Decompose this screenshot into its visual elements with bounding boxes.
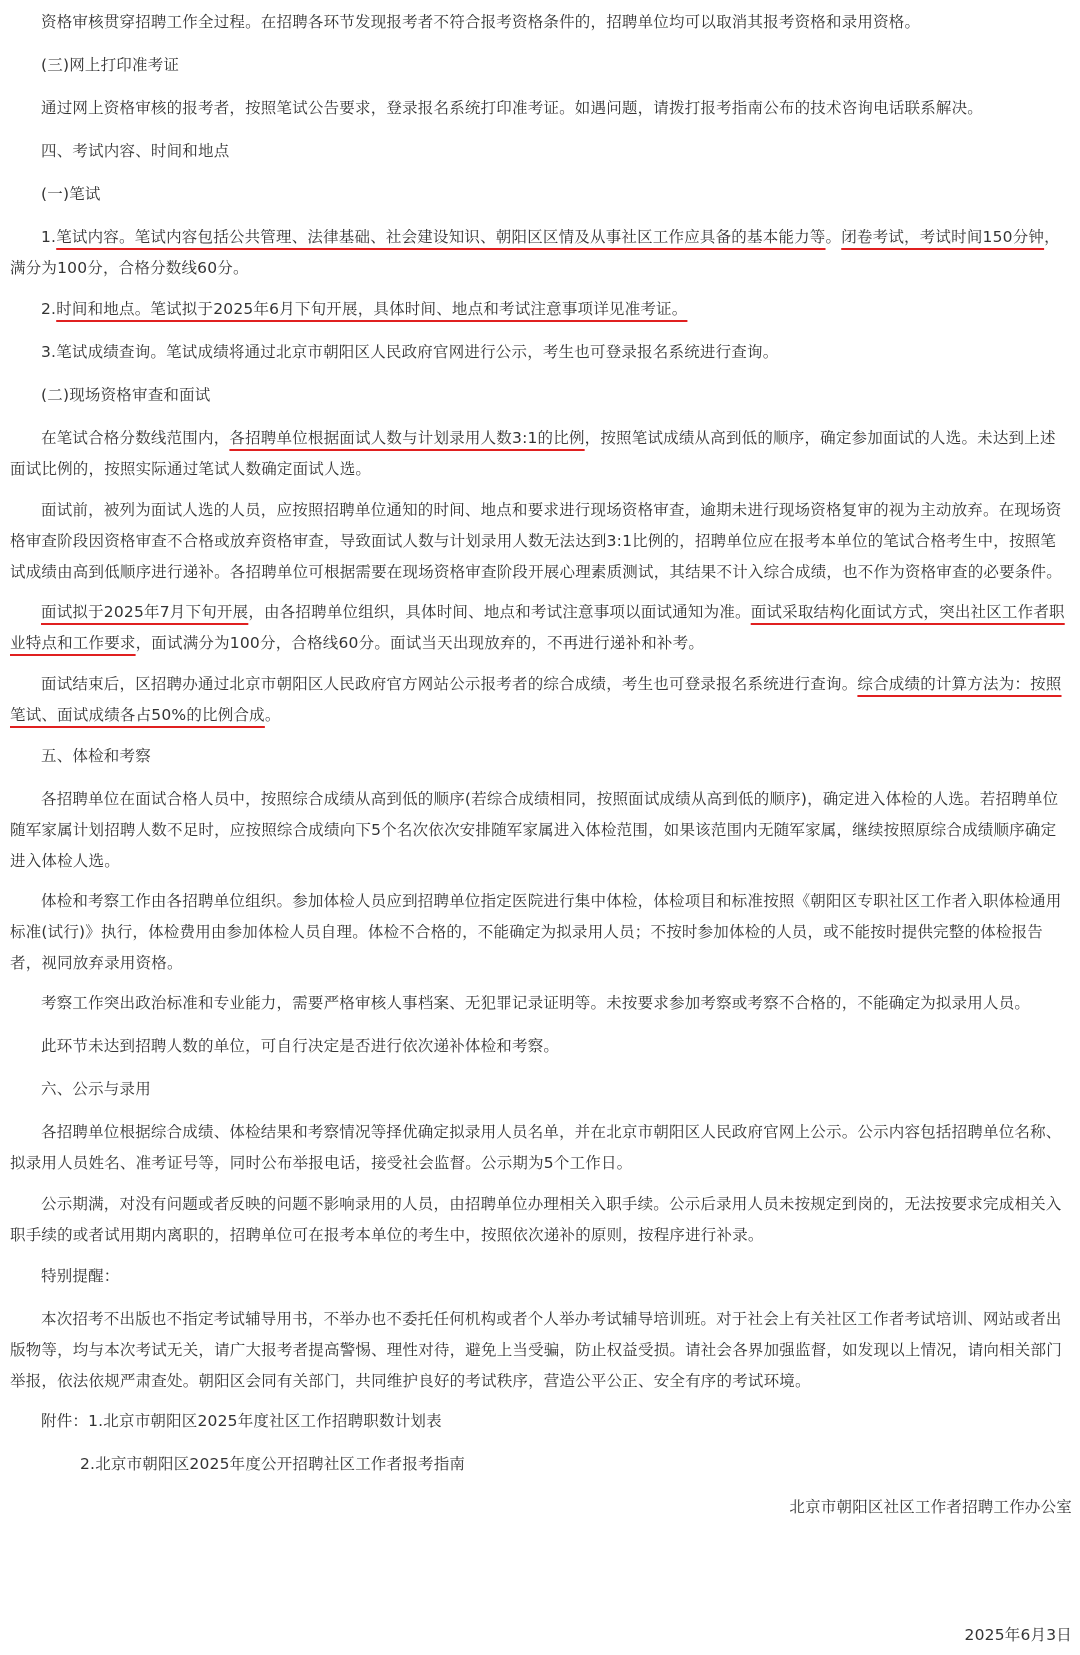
- heading-special-reminder: 特别提醒：: [41, 1267, 120, 1285]
- text-segment: 在笔试合格分数线范围内，: [41, 429, 230, 447]
- paragraph-special-reminder: 本次招考不出版也不指定考试辅导用书，不举办也不委托任何机构或者个人举办考试辅导培训班。对于社会上有关社区工作者考试培训、网站或者出版物等，均与本次考试无关，请广大报考者提高警惕、理性对待，避免上当受骗，防止权益受损。请社会各界加强监督，如发现以上情况，请向相关部门举报，依法依规严肃查处。朝阳区会同有关部门，共同维护良好的考试秩序，营造公平公正、安全有序的考试环境。: [10, 1310, 1062, 1390]
- paragraph-score-query: 3.笔试成绩查询。笔试成绩将通过北京市朝阳区人民政府官网进行公示，考生也可登录报名系统进行查询。: [41, 343, 779, 361]
- paragraph-publicity: 各招聘单位根据综合成绩、体检结果和考察情况等择优确定拟录用人员名单，并在北京市朝阳区人民政府官网上公示。公示内容包括招聘单位名称、拟录用人员姓名、准考证号等，同时公布举报电话，接受社会监督。公示期为5个工作日。: [10, 1123, 1062, 1172]
- paragraph-interview-ratio: [10, 423, 1070, 485]
- text-segment: ，满分为100分，合格分数线60分。: [10, 228, 1060, 277]
- signature-office: 北京市朝阳区社区工作者招聘工作办公室: [789, 1498, 1072, 1516]
- text-segment: 2.: [41, 300, 57, 318]
- highlighted-text: 各招聘单位根据面试人数与计划录用人数3:1的比例: [229, 429, 585, 447]
- paragraph-qualification-review: 资格审核贯穿招聘工作全过程。在招聘各环节发现报考者不符合报考资格条件的，招聘单位均可以取消其报考资格和录用资格。: [41, 13, 921, 31]
- heading-exam-content: 四、考试内容、时间和地点: [41, 142, 230, 160]
- heading-onsite-review-interview: (二)现场资格审查和面试: [41, 386, 211, 404]
- highlighted-text: 综合成绩的计算方法为：按照笔试、面试成绩各占50%的比例合成: [10, 675, 1062, 724]
- highlighted-text: 闭卷考试，考试时间150分钟: [841, 228, 1045, 246]
- paragraph-written-exam-content: [10, 222, 1070, 284]
- paragraph-investigation: 考察工作突出政治标准和专业能力，需要严格审核人事档案、无犯罪记录证明等。未按要求参加考察或考察不合格的，不能确定为拟录用人员。: [41, 994, 1031, 1012]
- paragraph-physical-exam-selection: 各招聘单位在面试合格人员中，按照综合成绩从高到低的顺序(若综合成绩相同，按照面试成绩从高到低的顺序)，确定进入体检的人选。若招聘单位随军家属计划招聘人数不足时，应按照综合成绩向下5个名次依次安排随军家属进入体检范围，如果该范围内无随军家属，继续按照原综合成绩顺序确定进入体检人选。: [10, 790, 1059, 870]
- highlighted-text: 笔试内容。笔试内容包括公共管理、法律基础、社会建设知识、朝阳区区情及从事社区工作应具备的基本能力等: [56, 228, 826, 246]
- attachment-1: 附件：1.北京市朝阳区2025年度社区工作招聘职数计划表: [41, 1412, 442, 1430]
- text-segment: ，由各招聘单位组织，具体时间、地点和考试注意事项以面试通知为准。: [248, 603, 751, 621]
- text-segment: 面试结束后，区招聘办通过北京市朝阳区人民政府官方网站公示报考者的综合成绩，考生也可登录报名系统进行查询。: [41, 675, 858, 693]
- attachment-2: 2.北京市朝阳区2025年度公开招聘社区工作者报考指南: [80, 1455, 466, 1473]
- paragraph-print-ticket: 通过网上资格审核的报考者，按照笔试公告要求，登录报名系统打印准考证。如遇问题，请拨打报考指南公布的技术咨询电话联系解决。: [41, 99, 984, 117]
- text-segment: 1.: [41, 228, 57, 246]
- highlighted-text: 面试采取结构化面试方式，突出社区工作者职业特点和工作要求: [10, 603, 1065, 652]
- text-segment: ，按照笔试成绩从高到低的顺序，确定参加面试的人选。未达到上述面试比例的，按照实际通过笔试人数确定面试人选。: [10, 429, 1056, 478]
- heading-physical-exam: 五、体检和考察: [41, 747, 151, 765]
- text-segment: ，面试满分为100分，合格线60分。面试当天出现放弃的，不再进行递补和补考。: [135, 634, 705, 652]
- heading-written-exam: (一)笔试: [41, 185, 101, 203]
- paragraph-supplement: 此环节未达到招聘人数的单位，可自行决定是否进行依次递补体检和考察。: [41, 1037, 560, 1055]
- highlighted-text: 面试拟于2025年7月下旬开展: [41, 603, 249, 621]
- heading-print-admission-ticket: (三)网上打印准考证: [41, 56, 180, 74]
- signature-date: 2025年6月3日: [964, 1626, 1072, 1644]
- paragraph-interview-schedule: [10, 597, 1070, 659]
- paragraph-pre-interview-review: 面试前，被列为面试人选的人员，应按照招聘单位通知的时间、地点和要求进行现场资格审查，逾期未进行现场资格复审的视为主动放弃。在现场资格审查阶段因资格审查不合格或放弃资格审查，导致面试人数与计划录用人数无法达到3:1比例的，招聘单位应在报考本单位的笔试合格考生中，按照笔试成绩由高到低顺序进行递补。各招聘单位可根据需要在现场资格审查阶段开展心理素质测试，其结果不计入综合成绩，也不作为资格审查的必要条件。: [10, 501, 1062, 581]
- paragraph-composite-score: [10, 669, 1070, 731]
- paragraph-hiring-procedure: 公示期满，对没有问题或者反映的问题不影响录用的人员，由招聘单位办理相关入职手续。公示后录用人员未按规定到岗的，无法按要求完成相关入职手续的或者试用期内离职的，招聘单位可在报考本单位的考生中，按照依次递补的原则，按程序进行补录。: [10, 1195, 1062, 1244]
- highlighted-text: 时间和地点。笔试拟于2025年6月下旬开展，具体时间、地点和考试注意事项详见准考证。: [56, 300, 688, 318]
- text-segment: 。: [264, 706, 281, 724]
- paragraph-written-exam-time: [10, 294, 1070, 325]
- heading-publicity-hiring: 六、公示与录用: [41, 1080, 151, 1098]
- text-segment: 。: [825, 228, 842, 246]
- paragraph-physical-exam-process: 体检和考察工作由各招聘单位组织。参加体检人员应到招聘单位指定医院进行集中体检，体检项目和标准按照《朝阳区专职社区工作者入职体检通用标准(试行)》执行，体检费用由参加体检人员自理。体检不合格的，不能确定为拟录用人员；不按时参加体检的人员，或不能按时提供完整的体检报告者，视同放弃录用资格。: [10, 892, 1062, 972]
